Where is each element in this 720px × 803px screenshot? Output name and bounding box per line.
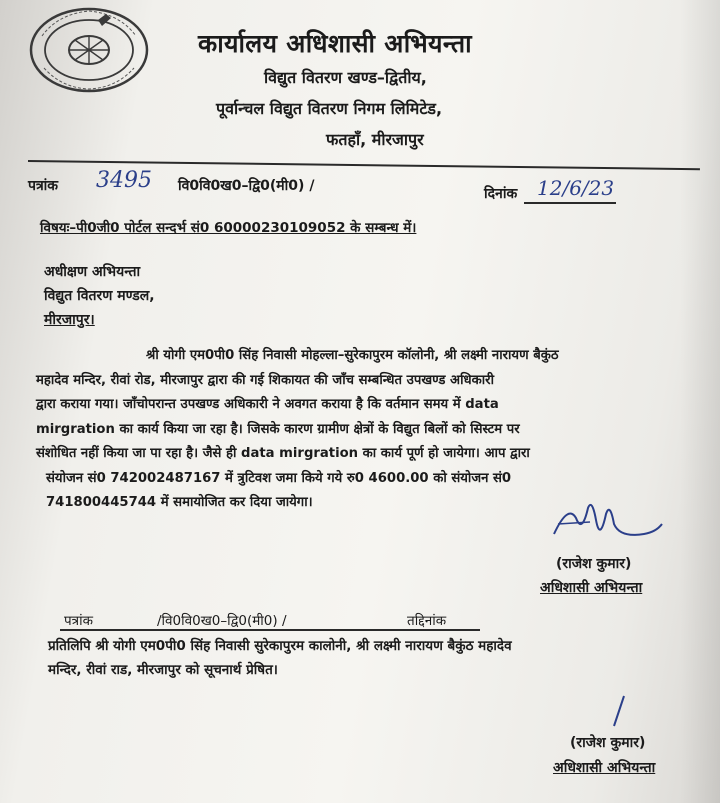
body-line-5: संशोधित नहीं किया जा पा रहा है। जैसे ही data mirgration का कार्य पूर्ण हो जायेगा। आप द्वारा <box>36 446 530 461</box>
body-line-2: महादेव मन्दिर, रीवां रोड, मीरजापुर द्वारा की गई शिकायत की जाँच सम्बन्धित उपखण्ड अधिकारी <box>36 372 494 388</box>
initial-mark-icon <box>606 694 630 730</box>
body-line-6: संयोजन सं0 742002487167 में त्रुटिवश जमा किये गये रु0 4600.00 को संयोजन सं0 <box>46 470 512 486</box>
page-fold-shadow <box>680 0 720 803</box>
copy-underline <box>60 629 480 631</box>
body-line-7: 741800445744 में समायोजित कर दिया जायेगा। <box>46 495 313 510</box>
location-line: फतहाँ, मीरजापुर <box>326 130 424 149</box>
division-line: विद्युत वितरण खण्ड–द्वितीय, <box>264 68 427 87</box>
addressee-line-3: मीरजापुर। <box>44 312 95 328</box>
body-line-4: mirgration का कार्य किया जा रहा है। जिसके कारण ग्रामीण क्षेत्रों के विद्युत बिलों को सिस्टम पर <box>36 421 520 437</box>
signature-scribble-icon <box>548 494 668 550</box>
body-paragraph <box>36 344 686 516</box>
signatory-name-2: (राजेश कुमार) <box>570 735 646 751</box>
company-line: पूर्वान्चल विद्युत वितरण निगम लिमिटेड, <box>216 99 443 118</box>
signatory-designation-2: अधिशासी अभियन्ता <box>553 760 656 776</box>
signatory-name: (राजेश कुमार) <box>556 556 632 572</box>
subject-line: विषयः–पी0जी0 पोर्टल सन्दर्भ सं0 60000230109052 के सम्बन्ध में। <box>40 220 417 236</box>
copy-paragraph <box>48 634 696 682</box>
copy-line-2: मन्दिर, रीवां राड, मीरजापुर को सूचनार्थ प्रेषित। <box>48 662 278 678</box>
date-underline <box>524 202 616 204</box>
office-title: कार्यालय अधिशासी अभियन्ता <box>198 29 472 58</box>
addressee-line-2: विद्युत वितरण मण्डल, <box>44 288 155 304</box>
reference-number: 3495 <box>96 168 152 193</box>
company-seal-icon <box>28 6 150 94</box>
reference-label: पत्रांक <box>28 178 59 194</box>
date-label: दिनांक <box>484 186 518 202</box>
copy-date: तद्दिनांक <box>407 613 447 629</box>
reference-code: वि0वि0ख0–द्वि0(मी0) / <box>178 178 315 194</box>
addressee-line-1: अधीक्षण अभियन्ता <box>44 264 141 280</box>
signatory-designation: अधिशासी अभियन्ता <box>540 580 643 596</box>
body-line-1: श्री योगी एम0पी0 सिंह निवासी मोहल्ला–सुरेकापुरम कॉलोनी, श्री लक्ष्मी नारायण बैकुंठ <box>146 348 559 363</box>
copy-reference-code: /वि0वि0ख0–द्वि0(मी0) / <box>157 613 287 629</box>
body-line-3: द्वारा कराया गया। जाँचोपरान्त उपखण्ड अधिकारी ने अवगत कराया है कि वर्तमान समय में data <box>36 397 499 412</box>
copy-line-1: प्रतिलिपि श्री योगी एम0पी0 सिंह निवासी सुरेकापुरम कालोनी, श्री लक्ष्मी नारायण बैकुंठ महादेव <box>48 638 512 654</box>
date-value: 12/6/23 <box>537 176 615 200</box>
copy-reference-label: पत्रांक <box>64 613 93 629</box>
